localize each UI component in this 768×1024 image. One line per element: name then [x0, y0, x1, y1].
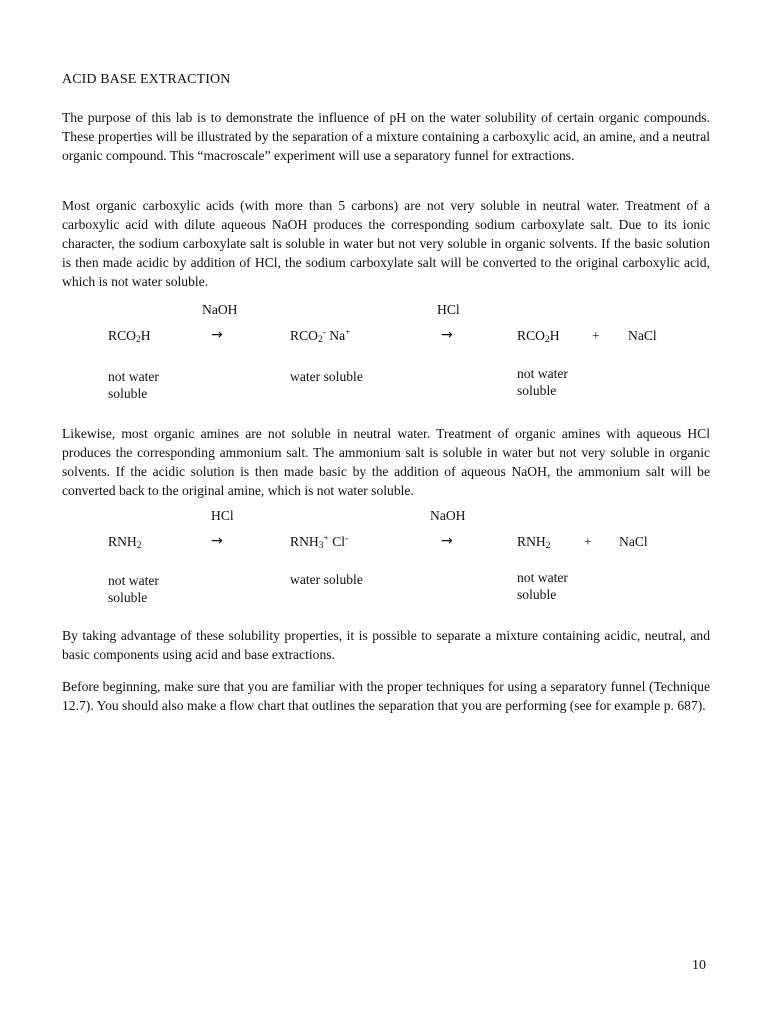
solubility-note: not water soluble [108, 369, 159, 401]
reactant-formula: $RNH_2$ [108, 534, 142, 551]
product-formula: $RNH_2$ [517, 534, 551, 551]
solubility-note: not water soluble [517, 570, 568, 602]
reagent-label: NaOH [430, 508, 466, 523]
intermediate-formula: $RNH_3^+$ Cl- [290, 534, 349, 551]
reaction-arrow-icon: → [441, 327, 453, 343]
paragraph-separation: By taking advantage of these solubility properties, it is possible to separate a mixture containing acidic, neutral, and basic components using acid and base extractions. [62, 628, 710, 662]
product-formula: $RCO_2H$ [517, 328, 560, 345]
byproduct-formula: NaCl [628, 328, 657, 343]
reagent-label: HCl [437, 302, 460, 317]
document-title: ACID BASE EXTRACTION [62, 72, 231, 87]
paragraph-carboxylic-acids: Most organic carboxylic acids (with more than 5 carbons) are not very soluble in neutral water. Treatment of a carboxylic acid with dilute aqueous NaOH produces the corresponding sodium carboxylate salt. Due to its ionic character, the sodium carboxylate salt is soluble in water but not very soluble in organic solvents. If the basic solution is then made acidic by addition of HCl, the sodium carboxylate salt will be converted to the original carboxylic acid, which is not water soluble. [62, 198, 710, 289]
solubility-note: water soluble [290, 572, 363, 587]
reagent-label: NaOH [202, 302, 238, 317]
reaction-arrow-icon: → [441, 533, 453, 549]
reagent-label: HCl [211, 508, 234, 523]
reaction-arrow-icon: → [211, 327, 223, 343]
solubility-note: not water soluble [108, 573, 159, 605]
reaction-arrow-icon: → [211, 533, 223, 549]
solubility-note: water soluble [290, 369, 363, 384]
solubility-note: not water soluble [517, 366, 568, 398]
page-number: 10 [692, 958, 706, 973]
byproduct-formula: NaCl [619, 534, 648, 549]
plus-sign: + [592, 328, 600, 343]
plus-sign: + [584, 534, 592, 549]
paragraph-before-beginning: Before beginning, make sure that you are familiar with the proper techniques for using a separatory funnel (Technique 12.7). You should also make a flow chart that outlines the separation that you are performing (see for example p. 687). [62, 679, 710, 713]
intermediate-formula: $RCO_2^-$ Na+ [290, 328, 351, 345]
paragraph-amines: Likewise, most organic amines are not soluble in neutral water. Treatment of organic amines with aqueous HCl produces the corresponding ammonium salt. The ammonium salt is soluble in water but not very soluble in organic solvents. If the acidic solution is then made basic by the addition of aqueous NaOH, the ammonium salt will be converted back to the original amine, which is not water soluble. [62, 426, 710, 498]
paragraph-purpose: The purpose of this lab is to demonstrate the influence of pH on the water solubility of certain organic compounds. These properties will be illustrated by the separation of a mixture containing a carboxylic acid, an amine, and a neutral organic compound. This “macroscale” experiment will use a separatory funnel for extractions. [62, 110, 710, 163]
reactant-formula: $RCO_2H$ [108, 328, 151, 345]
